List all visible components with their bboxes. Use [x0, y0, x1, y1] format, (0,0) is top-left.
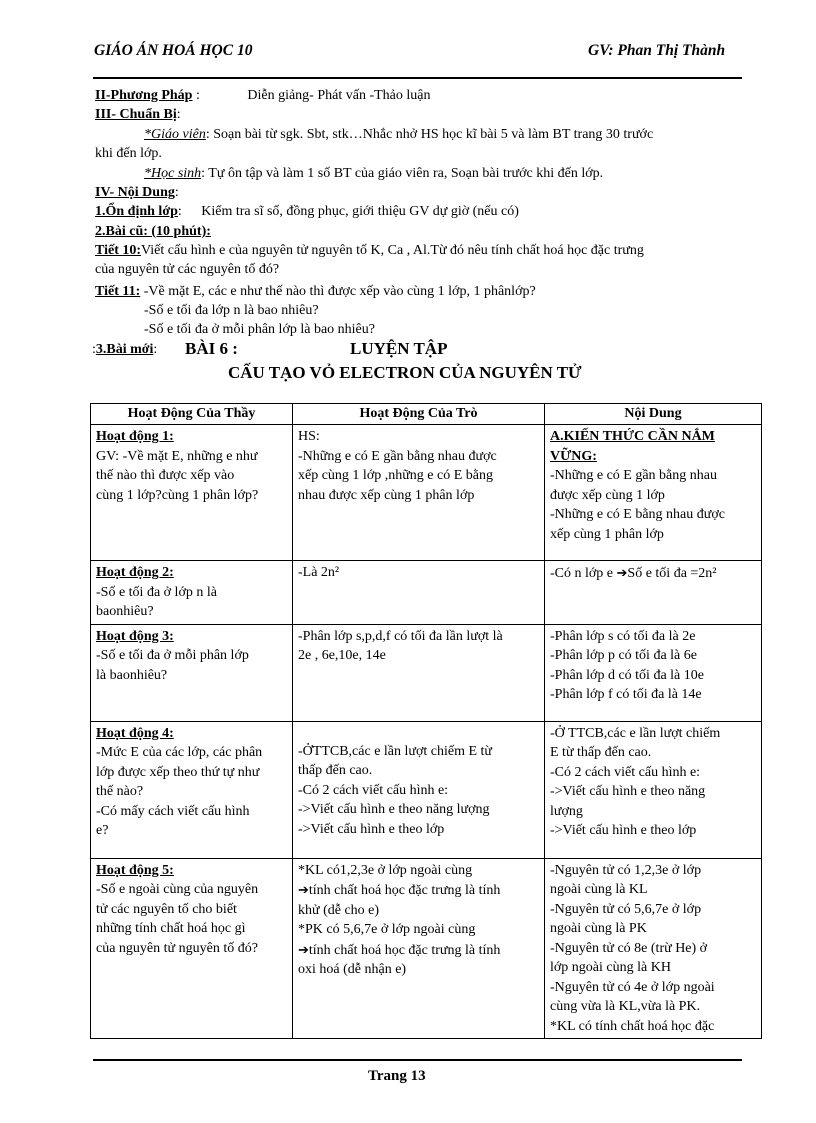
- cell-line: tử các nguyên tố cho biết: [96, 901, 237, 917]
- cell-line: -Số e tối đa ở lớp n là: [96, 584, 217, 600]
- activity-title: Hoạt động 4:: [96, 725, 174, 741]
- cell-line: -Có mấy cách viết cấu hình: [96, 803, 250, 819]
- cell-line: -Mức E của các lớp, các phân: [96, 745, 263, 760]
- activity-title: Hoạt động 5:: [96, 862, 174, 878]
- cell-line: thấp đến cao.: [298, 763, 373, 778]
- arrow-right-icon: ➔: [298, 941, 309, 957]
- activity-title: Hoạt động 1:: [96, 429, 174, 444]
- student-prep: *Học sinh: Tự ôn tập và làm 1 số BT của giáo viên ra, Soạn bài trước khi đến lớp.: [144, 166, 604, 181]
- cell-line: thế nào thì được xếp vào: [96, 468, 235, 483]
- cell-line: -Số e ngoài cùng của nguyên: [96, 882, 259, 897]
- cell-line: cùng 1 lớp?cùng 1 phân lớp?: [96, 487, 259, 503]
- lesson-subtitle: CẤU TẠO VỎ ELECTRON CỦA NGUYÊN TỬ: [228, 363, 582, 382]
- table-row: [91, 721, 762, 858]
- tiet10-cont: của nguyên tử các nguyên tố đó?: [95, 262, 280, 277]
- column-header: Hoạt Động Của Trò: [293, 404, 545, 425]
- cell-line: -Nguyên tử có 4e ở lớp ngoài: [550, 979, 715, 995]
- student-activity-cell: [293, 721, 545, 858]
- arrow-right-icon: ➔: [298, 882, 309, 897]
- teacher-activity-cell: [91, 624, 293, 721]
- cell-line: *KL có tính chất hoá học đặc: [550, 1018, 715, 1034]
- tiet11-line: Tiết 11: -Về mặt E, các e như thế nào thì được xếp vào cùng 1 lớp, 1 phânlớp?: [95, 284, 536, 299]
- teacher-activity-cell: [91, 858, 293, 1039]
- table-header-row: [91, 404, 762, 425]
- content-section-title: VỮNG:: [550, 448, 597, 464]
- cell-line: được xếp cùng 1 lớp: [550, 487, 665, 503]
- content-section-title: A.KIẾN THỨC CẦN NẮM: [550, 429, 715, 444]
- lesson-number: BÀI 6 :: [185, 339, 238, 358]
- cell-line: ngoài cùng là KL: [550, 882, 648, 897]
- cell-line: thế nào?: [96, 784, 144, 799]
- cell-line: -Phân lớp p có tối đa là 6e: [550, 648, 697, 663]
- lesson-table: [90, 403, 762, 1039]
- cell-line: -Những e có E bằng nhau được: [550, 507, 725, 522]
- cell-line: -Những e có E gần bằng nhau: [550, 468, 717, 483]
- cell-line: 2e , 6e,10e, 14e: [298, 648, 386, 663]
- tiet11-q3: -Số e tối đa ở mỗi phân lớp là bao nhiêu?: [144, 322, 375, 337]
- student-activity-cell: [293, 425, 545, 561]
- old-lesson-heading: 2.Bài cũ: (10 phút):: [95, 224, 211, 239]
- teacher-activity-cell: [91, 721, 293, 858]
- cell-line: -ỞTTCB,các e lần lượt chiếm E từ: [298, 743, 493, 759]
- content-cell: [545, 721, 762, 858]
- student-activity-cell: [293, 624, 545, 721]
- cell-line: ➔tính chất hoá học đặc trưng là tính: [298, 941, 501, 958]
- cell-line: ->Viết cấu hình e theo lớp: [550, 823, 697, 838]
- activity-title: Hoạt động 2:: [96, 565, 174, 580]
- cell-line: oxi hoá (dễ nhận e): [298, 962, 407, 977]
- cell-line: -Là 2n²: [298, 565, 340, 580]
- cell-line: -Phân lớp s có tối đa là 2e: [550, 628, 696, 644]
- cell-line: E từ thấp đến cao.: [550, 745, 652, 760]
- cell-line: ➔tính chất hoá học đặc trưng là tính: [298, 882, 501, 898]
- lesson-title: LUYỆN TẬP: [350, 339, 448, 358]
- cell-line: lớp được xếp theo thứ tự như: [96, 764, 260, 780]
- table-row: [91, 561, 762, 625]
- cell-line: ->Viết cấu hình e theo năng: [550, 784, 706, 799]
- header-author: GV: Phan Thị Thành: [588, 42, 726, 59]
- table-row: [91, 858, 762, 1039]
- teacher-prep: *Giáo viên: Soạn bài từ sgk. Sbt, stk…Nhắc nhở HS học kĩ bài 5 và làm BT trang 30 trước: [144, 127, 654, 142]
- cell-line: *PK có 5,6,7e ở lớp ngoài cùng: [298, 922, 476, 937]
- cell-line: cùng vừa là KL,vừa là PK.: [550, 999, 701, 1014]
- table-row: [91, 624, 762, 721]
- cell-line: *KL có1,2,3e ở lớp ngoài cùng: [298, 862, 473, 878]
- page-number: Trang 13: [368, 1068, 426, 1084]
- cell-line: HS:: [298, 429, 320, 444]
- arrow-right-icon: ➔: [616, 565, 628, 580]
- cell-line: -Có 2 cách viết cấu hình e:: [550, 764, 701, 780]
- cell-line: -Có n lớp e ➔Số e tối đa =2n²: [550, 565, 717, 581]
- table-row: [91, 425, 762, 561]
- header-rule: [93, 77, 742, 79]
- content-cell: [545, 561, 762, 625]
- teacher-prep-cont: khi đến lớp.: [95, 146, 162, 161]
- student-activity-cell: [293, 561, 545, 625]
- cell-line: khử (dễ cho e): [298, 902, 380, 918]
- footer-rule: [93, 1059, 742, 1061]
- teacher-activity-cell: [91, 561, 293, 625]
- cell-line: ->Viết cấu hình e theo lớp: [298, 821, 445, 837]
- cell-line: -Những e có E gần bằng nhau được: [298, 448, 497, 464]
- cell-line: -Phân lớp s,p,d,f có tối đa lần lượt là: [298, 628, 503, 644]
- cell-line: -Số e tối đa ở mỗi phân lớp: [96, 648, 249, 663]
- tiet11-q2: -Số e tối đa lớp n là bao nhiêu?: [144, 303, 319, 318]
- cell-line: lượng: [550, 803, 583, 819]
- cell-line: baonhiêu?: [96, 604, 154, 619]
- cell-line: xếp cùng 1 lớp ,những e có E bằng: [298, 468, 494, 483]
- method-line: II-Phương Pháp : Diễn giảng- Phát vấn -Thảo luận: [95, 88, 431, 103]
- cell-line: GV: -Về mặt E, những e như: [96, 448, 258, 464]
- cell-line: là baonhiêu?: [96, 667, 168, 683]
- cell-line: e?: [96, 823, 109, 838]
- cell-line: -Nguyên tử có 5,6,7e ở lớp: [550, 901, 702, 917]
- cell-line: -Phân lớp d có tối đa là 10e: [550, 667, 704, 683]
- column-header: Nội Dung: [545, 404, 762, 425]
- cell-line: ngoài cùng là PK: [550, 921, 647, 936]
- cell-line: những tính chất hoá học gì: [96, 921, 246, 936]
- cell-line: lớp ngoài cùng là KH: [550, 960, 671, 975]
- cell-line: xếp cùng 1 phân lớp: [550, 526, 664, 542]
- cell-line: ->Viết cấu hình e theo năng lượng: [298, 802, 490, 817]
- content-cell: [545, 425, 762, 561]
- stable-class: 1.Ổn định lớp: Kiểm tra sĩ số, đồng phục, giới thiệu GV dự giờ (nếu có): [95, 204, 519, 219]
- teacher-activity-cell: [91, 425, 293, 561]
- prep-heading: III- Chuẩn Bị:: [95, 107, 181, 122]
- activity-title: Hoạt động 3:: [96, 628, 174, 644]
- cell-line: -Nguyên tử có 8e (trừ He) ở: [550, 940, 708, 956]
- header-title: GIÁO ÁN HOÁ HỌC 10: [94, 42, 253, 59]
- cell-line: -Nguyên tử có 1,2,3e ở lớp: [550, 862, 702, 878]
- student-activity-cell: [293, 858, 545, 1039]
- cell-line: -Có 2 cách viết cấu hình e:: [298, 782, 449, 798]
- column-header: Hoạt Động Của Thầy: [91, 404, 293, 425]
- tiet10-line: Tiết 10:Viết cấu hình e của nguyên tử nguyên tố K, Ca , Al.Từ đó nêu tính chất hoá học đặc trưng: [95, 243, 644, 258]
- new-lesson-label: :3.Bài mới:: [92, 342, 158, 357]
- cell-line: của nguyên tử nguyên tố đó?: [96, 940, 258, 956]
- content-cell: [545, 624, 762, 721]
- content-heading: IV- Nội Dung:: [95, 185, 179, 200]
- content-cell: [545, 858, 762, 1039]
- cell-line: -Phân lớp f có tối đa là 14e: [550, 687, 702, 702]
- cell-line: nhau được xếp cùng 1 phân lớp: [298, 487, 475, 503]
- cell-line: -Ở TTCB,các e lần lượt chiếm: [550, 725, 721, 741]
